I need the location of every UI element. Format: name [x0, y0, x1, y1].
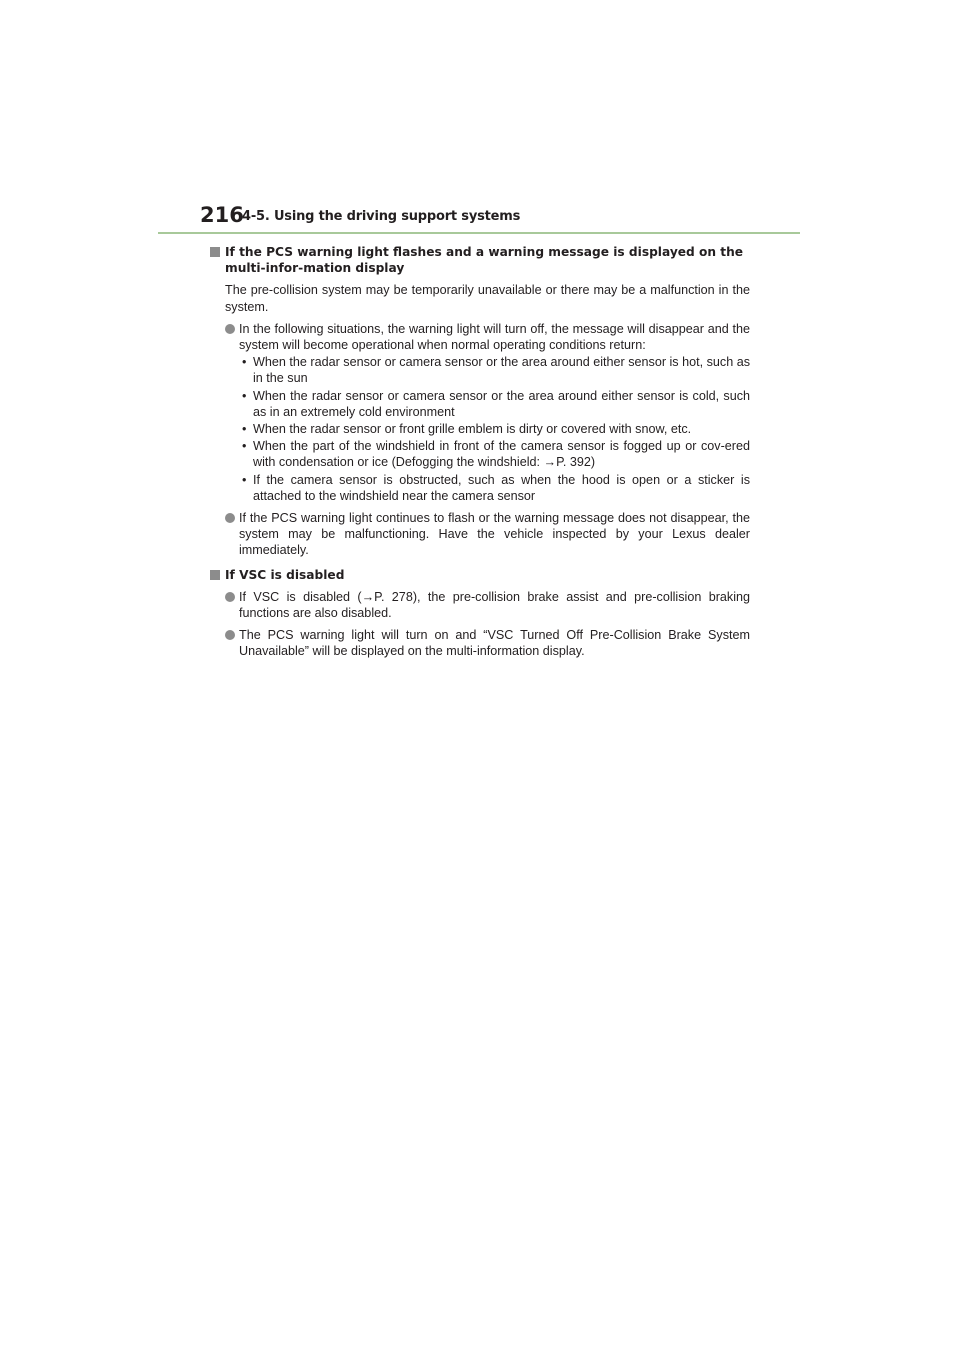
circle-bullet-icon	[225, 513, 235, 523]
section-title: 4-5. Using the driving support systems	[242, 209, 521, 224]
list-item	[210, 510, 750, 559]
square-bullet-icon	[210, 247, 220, 257]
dot-bullet-icon: •	[242, 439, 247, 454]
header-divider	[158, 232, 800, 234]
sub-list-item-text: When the part of the windshield in front of the camera sensor is fogged up or cov-ered with condensation or ice (Defogging the windshield: →P. 392)	[253, 439, 750, 470]
sub-list-item-text: When the radar sensor or front grille emblem is dirty or covered with snow, etc.	[253, 422, 692, 437]
section-intro: The pre-collision system may be temporarily unavailable or there may be a malfunction in the system.	[225, 283, 750, 314]
list-item-text: The PCS warning light will turn on and “VSC Turned Off Pre-Collision Brake System Unavailable” will be displayed on the multi-information display.	[239, 628, 750, 659]
dot-bullet-icon: •	[242, 472, 247, 487]
sub-list-item	[210, 472, 750, 504]
circle-bullet-icon	[225, 592, 235, 602]
section-pcs-warning	[210, 244, 750, 559]
section-vsc-disabled	[210, 567, 750, 660]
list-item-text: In the following situations, the warning light will turn off, the message will disappear and the system will become operational when normal operating conditions return:	[239, 321, 750, 353]
dot-bullet-icon: •	[242, 355, 247, 370]
section-heading-text: If the PCS warning light flashes and a warning message is displayed on the multi-infor-mation display	[225, 245, 744, 276]
sub-list-item	[210, 421, 750, 437]
sub-list-item	[210, 388, 750, 420]
sub-list-item-text: If the camera sensor is obstructed, such as when the hood is open or a sticker is attached to the windshield near the camera sensor	[253, 472, 750, 503]
sub-list-item-text: When the radar sensor or camera sensor or the area around either sensor is cold, such as in an extremely cold environment	[253, 388, 750, 419]
dot-bullet-icon: •	[242, 388, 247, 403]
list-item	[210, 321, 750, 353]
page-header	[200, 203, 800, 235]
circle-bullet-icon	[225, 324, 235, 334]
square-bullet-icon	[210, 570, 220, 580]
section-heading	[210, 567, 750, 583]
sub-list-item	[210, 354, 750, 386]
circle-bullet-icon	[225, 630, 235, 640]
list-item	[210, 589, 750, 621]
section-heading-text: If VSC is disabled	[225, 567, 345, 582]
sub-list-item	[210, 438, 750, 470]
list-item	[210, 627, 750, 659]
sub-list-item-text: When the radar sensor or camera sensor or the area around either sensor is hot, such as in the sun	[253, 355, 751, 386]
page-number: 216	[200, 203, 244, 227]
dot-bullet-icon: •	[242, 422, 247, 437]
list-item-text: If VSC is disabled (→P. 278), the pre-collision brake assist and pre-collision braking functions are also disabled.	[239, 589, 750, 621]
page-content	[210, 244, 750, 660]
list-item-text: If the PCS warning light continues to flash or the warning message does not disappear, the system may be malfunctioning. Have the vehicle inspected by your Lexus dealer immediately.	[239, 511, 750, 558]
section-heading	[210, 244, 750, 276]
